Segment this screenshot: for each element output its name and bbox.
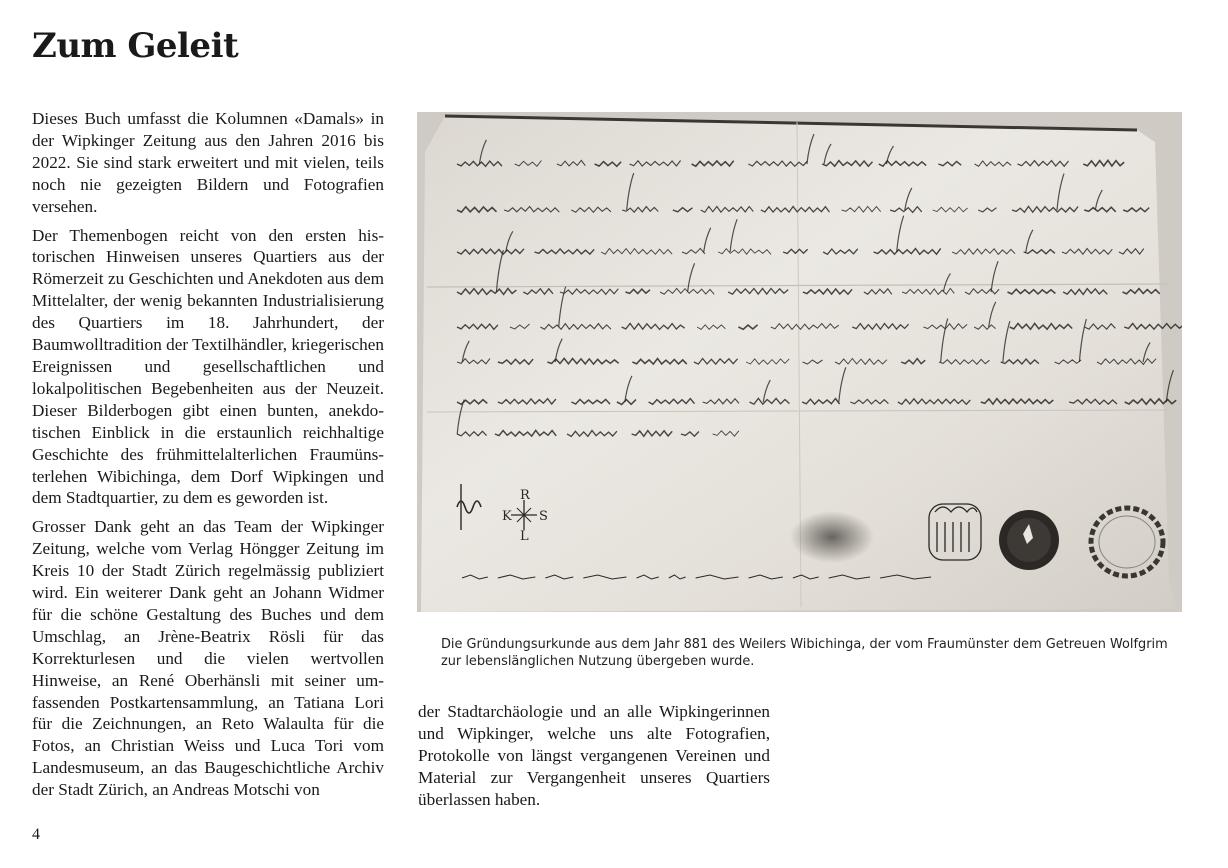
theme-paragraph: Der Themenbogen reicht von den ersten historischen Hinweisen unseres Quartiers aus der Römerzeit zu Geschichten und Anekdoten aus dem Mittelalter, der wenig bekannten Industrialisierung des Quartiers im 18. Jahrhundert, der Baumwolltradition der Textilhändler, kriegerischen Ereignissen und gesellschaftlichen und lokalpolitischen Begebenheiten aus der Neuzeit. Dieser Bilderbogen gibt einen bunten, anekdotischen Einblick in die erstaunlich reichhaltige Geschichte des frühmittelalterlichen Fraumünsterlehen Wibichinga, dem Dorf Wipkingen und dem Stadtquartier, zu dem es geworden ist. (32, 225, 384, 508)
thanks-continuation-paragraph: der Stadtarchäologie und an alle Wipkingerinnen und Wipkinger, welche uns alte Fotografien, Protokolle von längst vergangenen Vereinen und Material zur Vergangenheit unseres Quartiers überlassen haben. (418, 702, 770, 809)
figure-caption: Die Gründungsurkunde aus dem Jahr 881 des Weilers Wibichinga, der vom Fraumünster dem Getreuen Wolfgrim zur lebenslänglichen Nutzung übergeben wurde. (441, 637, 1168, 669)
right-text-column (418, 701, 770, 811)
monogram-letter-right: S (539, 509, 548, 524)
thanks-paragraph: Grosser Dank geht an das Team der Wipkinger Zeitung, welche vom Verlag Höngger Zeitung im Kreis 10 der Stadt Zürich regelmässig publiziert wird. Ein weiterer Dank geht an Johann Widmer für die schöne Gestaltung des Buches und dem Umschlag, an Jrène-Beatrix Rösli für das Korrekturlesen und die vielen wertvollen Hinweise, an René Oberhänsli mit seiner umfassenden Postkartensammlung, an Tatiana Lori für die Zeichnungen, an Reto Walaulta für die Fotos, an Christian Weiss und Luca Tori vom Landesmuseum, an das Baugeschichtliche Archiv der Stadt Zürich, an Andreas Motschi von (32, 517, 384, 800)
left-text-column (32, 108, 384, 808)
ink-stain (790, 511, 874, 563)
page-title: Zum Geleit (32, 26, 239, 66)
charter-image (417, 112, 1182, 612)
monogram-letter-left: K (502, 509, 512, 524)
charter-illustration (417, 112, 1182, 612)
monogram-letter-bottom: L (520, 529, 529, 544)
intro-paragraph: Dieses Buch umfasst die Kolumnen «Damals» in der Wipkinger Zeitung aus den Jahren 2016 bis 2022. Sie sind stark erweitert und mit vielen, teils noch nie gezeigten Bildern und Fotografien versehen. (32, 109, 384, 216)
monogram-letter-top: R (520, 488, 530, 503)
page-number: 4 (32, 826, 40, 843)
wax-seal (999, 510, 1059, 570)
